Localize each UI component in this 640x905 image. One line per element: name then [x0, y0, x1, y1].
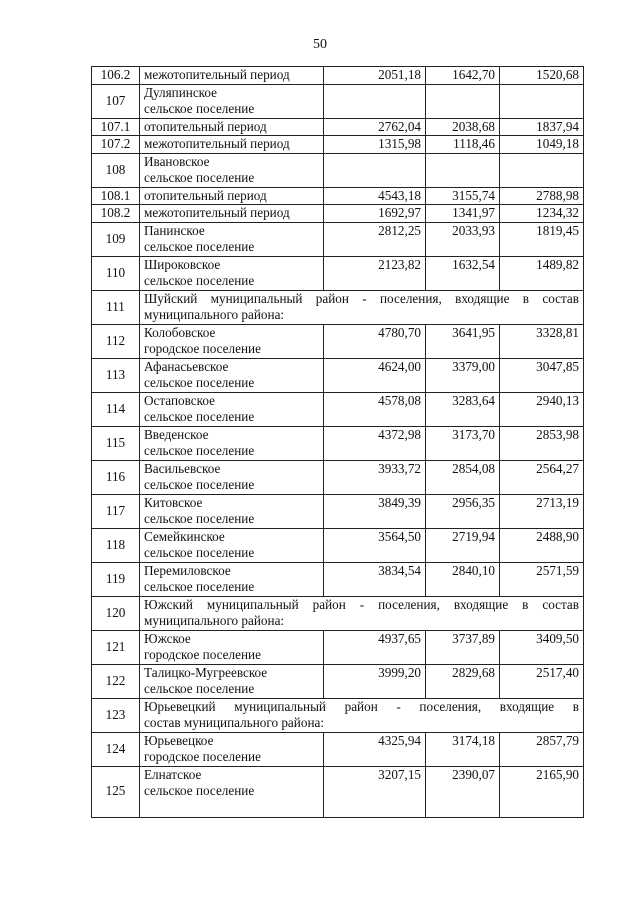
- row-number: 115: [92, 426, 140, 460]
- settlement-name: [140, 732, 324, 766]
- name-line: сельское поселение: [144, 443, 255, 458]
- tariff-value-3: 1819,45: [500, 222, 584, 256]
- settlement-name: [140, 118, 324, 136]
- name-line: сельское поселение: [144, 783, 255, 798]
- tariff-value-3: 2517,40: [500, 664, 584, 698]
- table-row: [92, 766, 584, 817]
- row-number: 120: [92, 596, 140, 630]
- tariff-value-1: 1692,97: [324, 205, 426, 223]
- table-row: [92, 153, 584, 187]
- tariff-value-3: 2571,59: [500, 562, 584, 596]
- table-row: [92, 358, 584, 392]
- table-row: [92, 460, 584, 494]
- tariff-value-1: 4578,08: [324, 392, 426, 426]
- table-row: [92, 187, 584, 205]
- tariff-value-2: 2390,07: [426, 766, 500, 817]
- tariff-value-3: 2853,98: [500, 426, 584, 460]
- row-number: 108.2: [92, 205, 140, 223]
- row-number: 108.1: [92, 187, 140, 205]
- tariff-value-2: 3641,95: [426, 324, 500, 358]
- tariff-value-3: 2713,19: [500, 494, 584, 528]
- row-number: 107.2: [92, 136, 140, 154]
- name-line: отопительный период: [144, 118, 267, 134]
- name-line: городское поселение: [144, 749, 261, 764]
- name-line: сельское поселение: [144, 409, 255, 424]
- tariff-value-2: 2829,68: [426, 664, 500, 698]
- table-row: [92, 84, 584, 118]
- tariff-value-2: 2956,35: [426, 494, 500, 528]
- tariff-value-2: 3737,89: [426, 630, 500, 664]
- name-line: сельское поселение: [144, 170, 255, 185]
- table-row: [92, 562, 584, 596]
- tariff-value-2: 3173,70: [426, 426, 500, 460]
- settlement-name: [140, 67, 324, 85]
- name-line: сельское поселение: [144, 579, 255, 594]
- heading-line: состав муниципального района:: [144, 715, 325, 730]
- table-row: [92, 630, 584, 664]
- table-row: [92, 136, 584, 154]
- tariff-value-2: [426, 153, 500, 187]
- heading-line: Юрьевецкий муниципальный район - поселения, входящие в: [144, 698, 579, 714]
- row-number: 107: [92, 84, 140, 118]
- settlement-name: [140, 256, 324, 290]
- tariff-value-3: 2857,79: [500, 732, 584, 766]
- tariff-value-2: 2033,93: [426, 222, 500, 256]
- name-line: городское поселение: [144, 341, 261, 356]
- tariff-value-1: 2051,18: [324, 67, 426, 85]
- tariff-value-3: 2940,13: [500, 392, 584, 426]
- tariff-value-1: 2762,04: [324, 118, 426, 136]
- name-line: Колобовское: [144, 324, 216, 340]
- tariff-value-2: 1341,97: [426, 205, 500, 223]
- settlement-name: [140, 222, 324, 256]
- tariff-value-2: 2038,68: [426, 118, 500, 136]
- tariff-value-1: 4543,18: [324, 187, 426, 205]
- name-line: межотопительный период: [144, 136, 290, 151]
- district-heading: [140, 290, 584, 324]
- name-line: Ивановское: [144, 153, 210, 169]
- heading-line: Шуйский муниципальный район - поселения, входящие в состав: [144, 290, 579, 306]
- tariff-value-1: 4780,70: [324, 324, 426, 358]
- row-number: 111: [92, 290, 140, 324]
- row-number: 122: [92, 664, 140, 698]
- row-number: 109: [92, 222, 140, 256]
- tariff-value-2: 3155,74: [426, 187, 500, 205]
- name-line: сельское поселение: [144, 477, 255, 492]
- name-line: Южское: [144, 630, 191, 646]
- table-row: [92, 392, 584, 426]
- table-row: [92, 494, 584, 528]
- name-line: Широковское: [144, 256, 221, 272]
- tariff-value-3: 1837,94: [500, 118, 584, 136]
- tariff-value-1: 4325,94: [324, 732, 426, 766]
- tariff-value-1: 4624,00: [324, 358, 426, 392]
- tariff-value-1: [324, 84, 426, 118]
- tariff-value-1: 3564,50: [324, 528, 426, 562]
- tariff-value-1: 3999,20: [324, 664, 426, 698]
- tariff-table: [91, 66, 584, 818]
- table-row: [92, 426, 584, 460]
- name-line: Васильевское: [144, 460, 221, 476]
- heading-line: муниципального района:: [144, 613, 285, 628]
- tariff-value-3: 1489,82: [500, 256, 584, 290]
- row-number: 123: [92, 698, 140, 732]
- settlement-name: [140, 84, 324, 118]
- tariff-value-2: 2854,08: [426, 460, 500, 494]
- tariff-value-3: 1520,68: [500, 67, 584, 85]
- tariff-value-2: 2840,10: [426, 562, 500, 596]
- heading-line: муниципального района:: [144, 307, 285, 322]
- tariff-value-2: 1632,54: [426, 256, 500, 290]
- table-row: [92, 324, 584, 358]
- settlement-name: [140, 392, 324, 426]
- tariff-value-2: 1118,46: [426, 136, 500, 154]
- tariff-value-2: 3379,00: [426, 358, 500, 392]
- tariff-value-3: 1049,18: [500, 136, 584, 154]
- settlement-name: [140, 358, 324, 392]
- tariff-value-1: 2812,25: [324, 222, 426, 256]
- settlement-name: [140, 562, 324, 596]
- tariff-value-1: [324, 153, 426, 187]
- settlement-name: [140, 528, 324, 562]
- tariff-value-1: 3849,39: [324, 494, 426, 528]
- name-line: городское поселение: [144, 647, 261, 662]
- table-row: [92, 290, 584, 324]
- row-number: 107.1: [92, 118, 140, 136]
- settlement-name: [140, 136, 324, 154]
- district-heading: [140, 596, 584, 630]
- settlement-name: [140, 664, 324, 698]
- district-heading: [140, 698, 584, 732]
- name-line: межотопительный период: [144, 67, 290, 82]
- row-number: 110: [92, 256, 140, 290]
- tariff-value-2: 3174,18: [426, 732, 500, 766]
- name-line: Введенское: [144, 426, 209, 442]
- tariff-value-1: 3207,15: [324, 766, 426, 817]
- table-row: [92, 118, 584, 136]
- row-number: 124: [92, 732, 140, 766]
- table-row: [92, 528, 584, 562]
- tariff-value-2: 3283,64: [426, 392, 500, 426]
- heading-line: Южский муниципальный район - поселения, входящие в состав: [144, 596, 579, 612]
- settlement-name: [140, 426, 324, 460]
- name-line: межотопительный период: [144, 205, 290, 220]
- row-number: 117: [92, 494, 140, 528]
- table-body: [92, 67, 584, 818]
- table-row: [92, 596, 584, 630]
- tariff-value-1: 3933,72: [324, 460, 426, 494]
- row-number: 114: [92, 392, 140, 426]
- tariff-value-1: 4937,65: [324, 630, 426, 664]
- tariff-value-3: 2788,98: [500, 187, 584, 205]
- row-number: 118: [92, 528, 140, 562]
- settlement-name: [140, 153, 324, 187]
- tariff-value-3: 2488,90: [500, 528, 584, 562]
- row-number: 112: [92, 324, 140, 358]
- name-line: Перемиловское: [144, 562, 231, 578]
- row-number: 106.2: [92, 67, 140, 85]
- tariff-value-2: [426, 84, 500, 118]
- settlement-name: [140, 630, 324, 664]
- tariff-value-3: 2564,27: [500, 460, 584, 494]
- name-line: сельское поселение: [144, 375, 255, 390]
- settlement-name: [140, 205, 324, 223]
- name-line: Дуляпинское: [144, 84, 218, 100]
- name-line: Талицко-Мугреевское: [144, 664, 268, 680]
- tariff-value-1: 1315,98: [324, 136, 426, 154]
- name-line: сельское поселение: [144, 101, 255, 116]
- name-line: сельское поселение: [144, 545, 255, 560]
- tariff-value-2: 1642,70: [426, 67, 500, 85]
- tariff-value-3: [500, 84, 584, 118]
- name-line: сельское поселение: [144, 273, 255, 288]
- table-row: [92, 256, 584, 290]
- row-number: 116: [92, 460, 140, 494]
- row-number: 121: [92, 630, 140, 664]
- row-number: 113: [92, 358, 140, 392]
- page-number: 50: [313, 37, 327, 52]
- row-number: 125: [92, 766, 140, 817]
- name-line: Афанасьевское: [144, 358, 229, 374]
- table-row: [92, 67, 584, 85]
- name-line: сельское поселение: [144, 239, 255, 254]
- tariff-value-3: [500, 153, 584, 187]
- table-row: [92, 222, 584, 256]
- settlement-name: [140, 494, 324, 528]
- row-number: 108: [92, 153, 140, 187]
- name-line: Панинское: [144, 222, 205, 238]
- tariff-value-1: 2123,82: [324, 256, 426, 290]
- table-row: [92, 732, 584, 766]
- name-line: Остаповское: [144, 392, 215, 408]
- tariff-value-3: 1234,32: [500, 205, 584, 223]
- table-row: [92, 205, 584, 223]
- name-line: Семейкинское: [144, 528, 225, 544]
- settlement-name: [140, 460, 324, 494]
- tariff-value-1: 4372,98: [324, 426, 426, 460]
- tariff-value-3: 2165,90: [500, 766, 584, 817]
- name-line: Юрьевецкое: [144, 732, 214, 748]
- tariff-value-3: 3409,50: [500, 630, 584, 664]
- row-number: 119: [92, 562, 140, 596]
- tariff-value-3: 3047,85: [500, 358, 584, 392]
- tariff-value-2: 2719,94: [426, 528, 500, 562]
- table-row: [92, 664, 584, 698]
- name-line: отопительный период: [144, 187, 267, 203]
- table-row: [92, 698, 584, 732]
- settlement-name: [140, 324, 324, 358]
- tariff-value-1: 3834,54: [324, 562, 426, 596]
- name-line: сельское поселение: [144, 511, 255, 526]
- settlement-name: [140, 766, 324, 817]
- tariff-value-3: 3328,81: [500, 324, 584, 358]
- name-line: Елнатское: [144, 766, 202, 782]
- name-line: сельское поселение: [144, 681, 255, 696]
- name-line: Китовское: [144, 494, 203, 510]
- settlement-name: [140, 187, 324, 205]
